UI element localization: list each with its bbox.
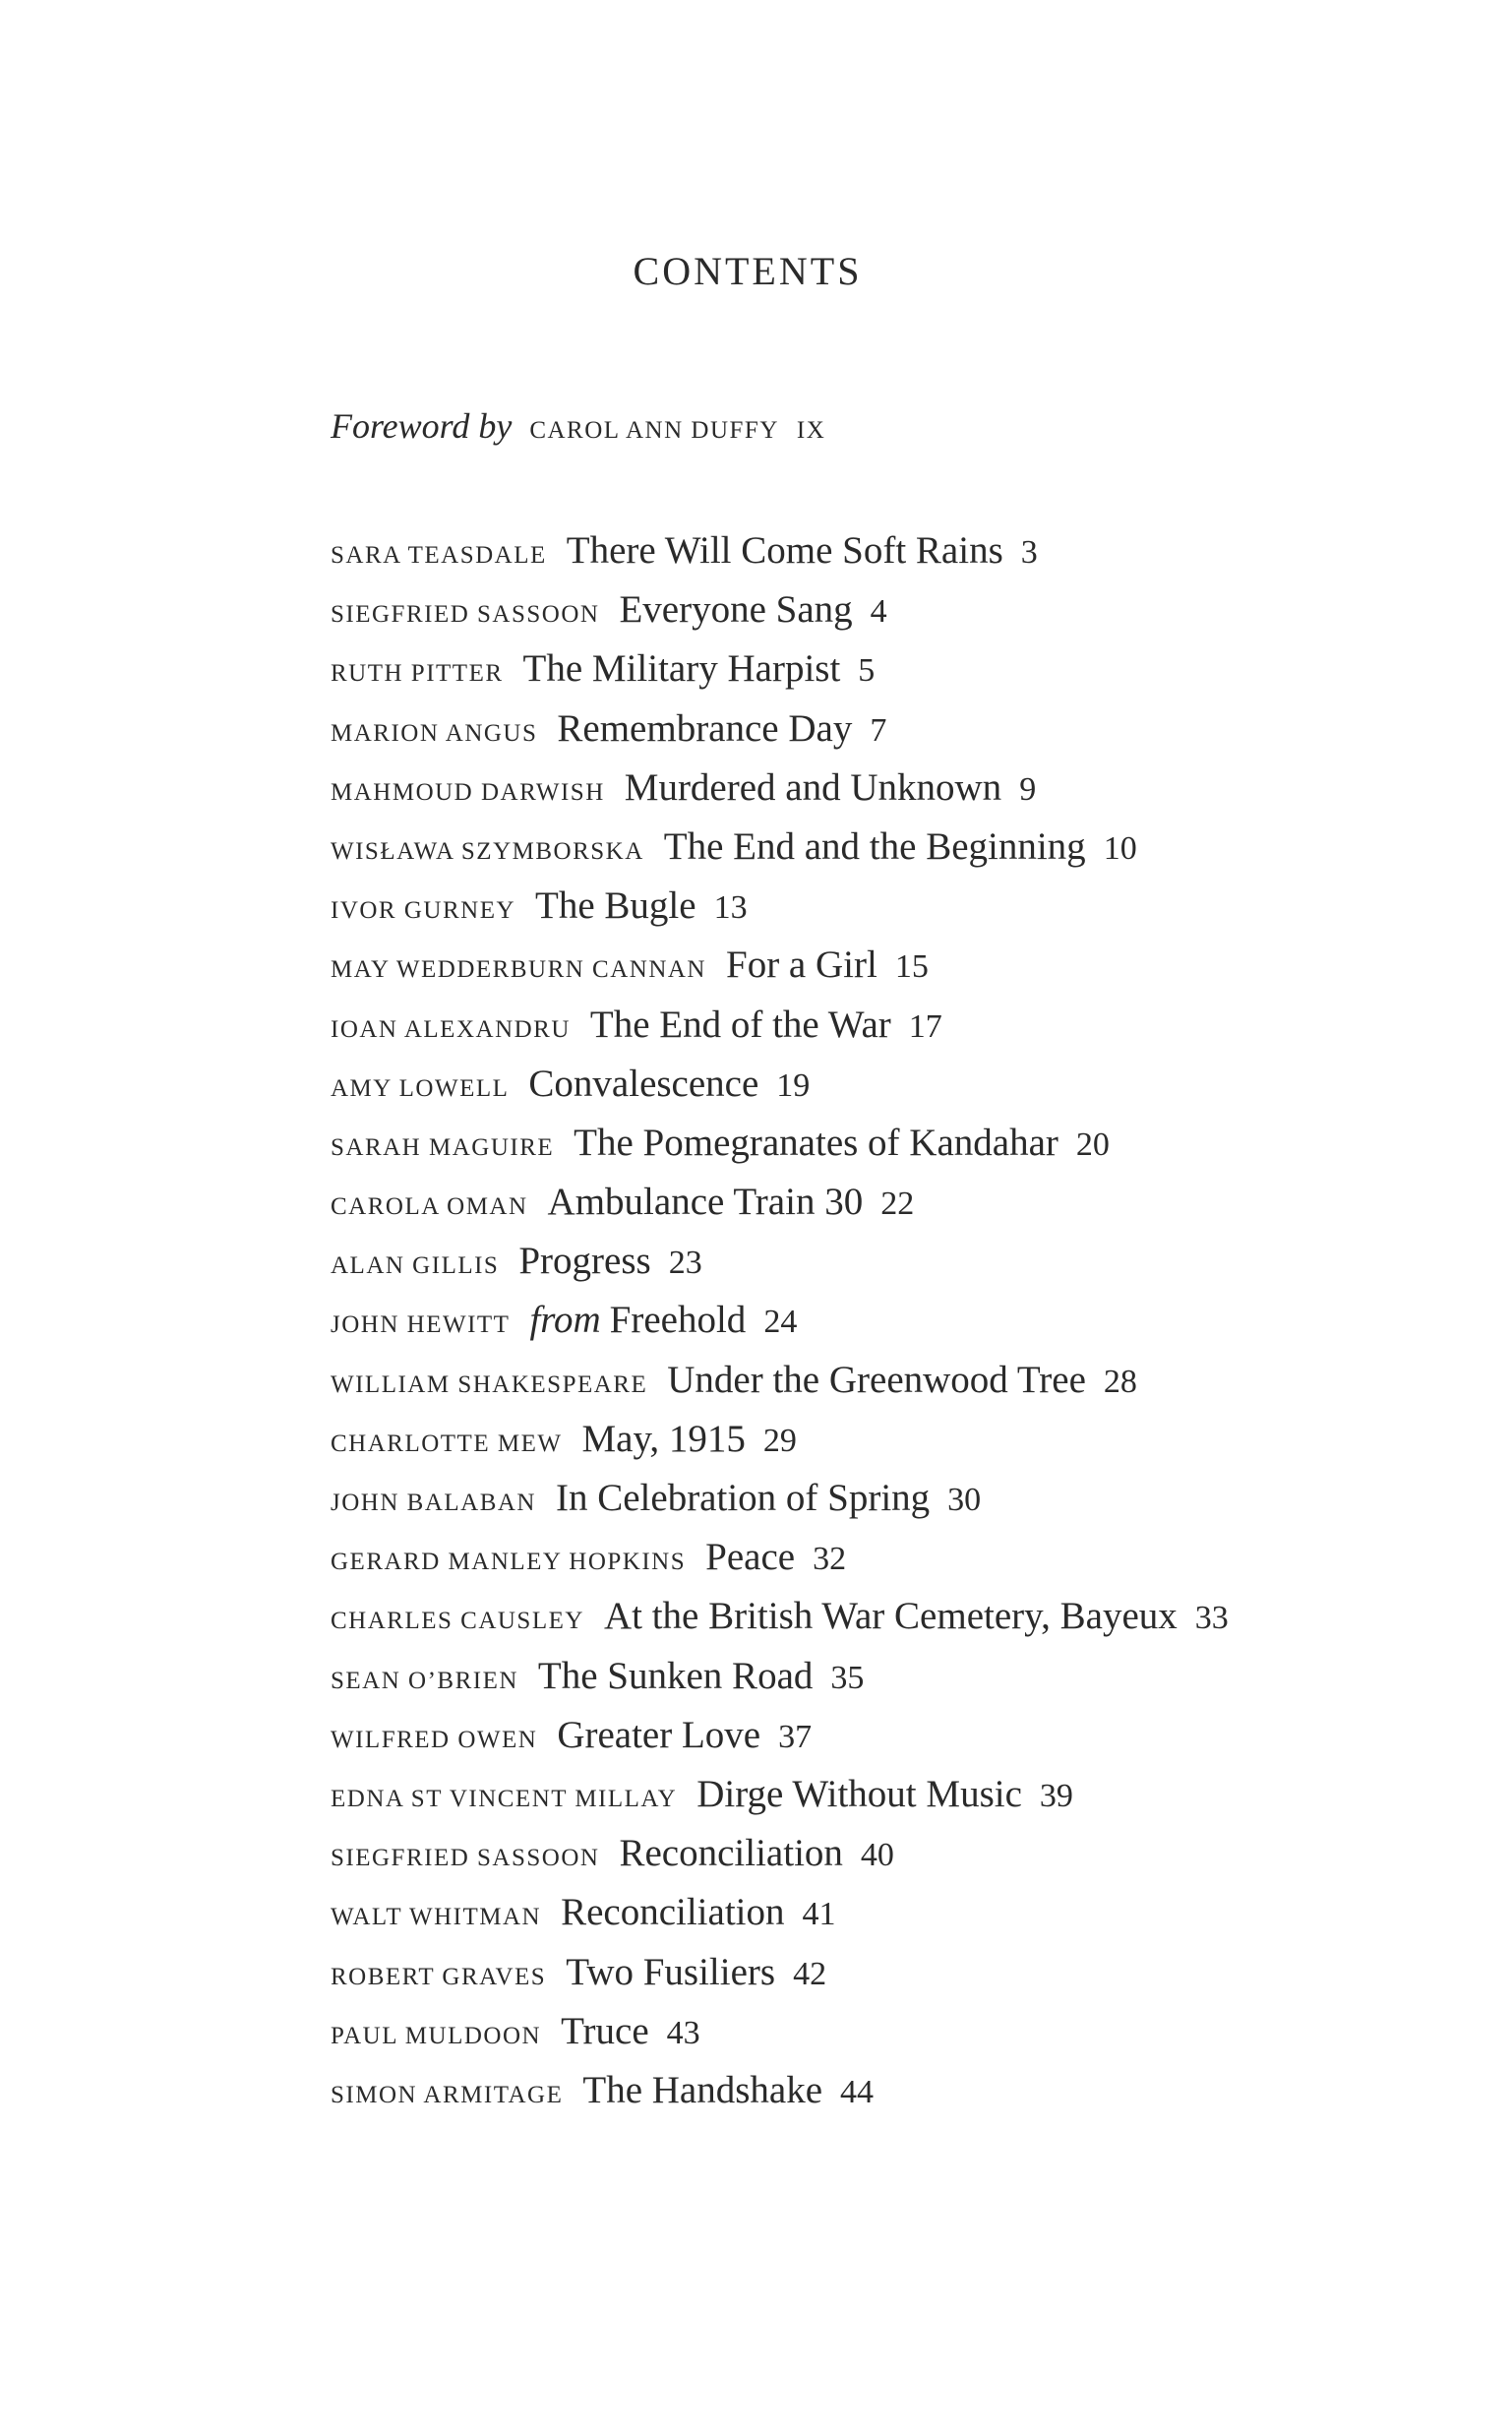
entry-author: RUTH PITTER	[331, 660, 504, 688]
entry-author: IOAN ALEXANDRU	[331, 1015, 571, 1043]
entry-page: 3	[1020, 534, 1038, 571]
entry-author: JOHN BALABAN	[331, 1490, 536, 1516]
contents-entry	[331, 1706, 1229, 1765]
entry-page: 30	[947, 1482, 982, 1518]
contents-entry	[331, 1055, 1229, 1114]
entry-title: Dirge Without Music	[696, 1772, 1022, 1815]
entry-author: WISŁAWA SZYMBORSKA	[331, 837, 644, 865]
entry-title: The End of the War	[589, 1003, 891, 1046]
contents-entry	[331, 1351, 1229, 1410]
page-title: CONTENTS	[633, 249, 863, 293]
entry-title: Convalescence	[528, 1062, 759, 1105]
entry-author: MAY WEDDERBURN CANNAN	[331, 956, 706, 984]
contents-entry	[331, 1528, 1229, 1587]
entry-author: WALT WHITMAN	[331, 1904, 542, 1931]
foreword-author: CAROL ANN DUFFY	[529, 417, 779, 444]
entry-title: May, 1915	[581, 1417, 746, 1460]
entry-title: Progress	[518, 1240, 651, 1283]
entry-author: ROBERT GRAVES	[331, 1963, 547, 1990]
entry-title: Murdered and Unknown	[624, 765, 1002, 809]
contents-entry	[331, 1587, 1229, 1646]
entry-author: SIEGFRIED SASSOON	[331, 1845, 600, 1872]
entry-title: The End and the Beginning	[663, 824, 1086, 868]
contents-entry	[331, 1469, 1229, 1528]
contents-entry	[331, 639, 1229, 699]
entry-title: Ambulance Train 30	[547, 1181, 864, 1224]
entry-author: WILFRED OWEN	[331, 1726, 538, 1753]
contents-entry	[331, 996, 1229, 1055]
entry-author: SIMON ARMITAGE	[331, 2081, 564, 2108]
contents-entry	[331, 1765, 1229, 1824]
entry-author: SARAH MAGUIRE	[331, 1133, 555, 1161]
entry-page: 10	[1103, 829, 1137, 867]
foreword-page: IX	[796, 417, 826, 444]
entry-title: For a Girl	[726, 943, 877, 987]
entry-page: 22	[880, 1186, 915, 1223]
entry-author: PAUL MULDOON	[331, 2022, 542, 2049]
contents-entry	[331, 1410, 1229, 1469]
entry-title: Peace	[705, 1536, 796, 1579]
entry-page: 35	[830, 1659, 865, 1696]
entry-author: MARION ANGUS	[331, 719, 538, 747]
contents-entry	[331, 936, 1229, 995]
entry-author: WILLIAM SHAKESPEARE	[331, 1370, 648, 1398]
contents-entry	[331, 521, 1229, 580]
entry-title: There Will Come Soft Rains	[566, 529, 1003, 572]
entry-page: 23	[668, 1245, 702, 1282]
contents-entry	[331, 2061, 1229, 2120]
entry-author: MAHMOUD DARWISH	[331, 778, 605, 806]
contents-entry	[331, 700, 1229, 759]
entry-page: 42	[793, 1955, 827, 1992]
entry-title: At the British War Cemetery, Bayeux	[603, 1595, 1178, 1638]
entry-page: 9	[1019, 770, 1037, 808]
entry-page: 33	[1194, 1600, 1229, 1637]
entry-page: 17	[908, 1007, 942, 1045]
entry-title: The Military Harpist	[522, 647, 841, 691]
entry-author: SARA TEASDALE	[331, 542, 547, 569]
contents-entry	[331, 1824, 1229, 1883]
entry-page: 7	[870, 711, 887, 749]
entry-title: Two Fusiliers	[566, 1950, 776, 1993]
entry-page: 40	[860, 1837, 894, 1874]
foreword-label: Foreword by	[331, 406, 513, 446]
entry-author: ALAN GILLIS	[331, 1252, 500, 1280]
contents-entry	[331, 1883, 1229, 1942]
contents-entry	[331, 1647, 1229, 1706]
entry-title: Everyone Sang	[619, 588, 853, 632]
entry-title: The Bugle	[535, 884, 696, 928]
entry-page: 19	[776, 1066, 811, 1104]
entry-title: Truce	[561, 2009, 649, 2052]
entry-page: 44	[840, 2073, 875, 2110]
contents-entry	[331, 580, 1229, 639]
entry-page: 5	[858, 652, 876, 690]
entry-page: 43	[666, 2014, 700, 2051]
contents-entry	[331, 1943, 1229, 2002]
entry-author: AMY LOWELL	[331, 1074, 510, 1102]
entry-title: Reconciliation	[561, 1891, 785, 1934]
entry-author: CAROLA OMAN	[331, 1193, 528, 1221]
foreword-entry	[331, 405, 825, 447]
entry-page: 29	[762, 1422, 797, 1459]
contents-entry	[331, 818, 1229, 877]
entry-page: 24	[763, 1304, 798, 1341]
entry-title: Under the Greenwood Tree	[667, 1358, 1086, 1401]
entry-page: 4	[870, 593, 887, 631]
entry-title: The Handshake	[582, 2068, 823, 2111]
contents-entry	[331, 877, 1229, 936]
entry-author: SIEGFRIED SASSOON	[331, 601, 600, 629]
entry-page: 13	[713, 889, 748, 927]
entry-title: Reconciliation	[619, 1832, 843, 1875]
entry-author: JOHN HEWITT	[331, 1311, 511, 1339]
entry-author: CHARLOTTE MEW	[331, 1430, 563, 1457]
entry-page: 41	[802, 1896, 836, 1933]
entry-author: SEAN O’BRIEN	[331, 1667, 518, 1694]
entry-author: IVOR GURNEY	[331, 897, 516, 925]
entry-page: 28	[1103, 1363, 1137, 1400]
entry-title: The Sunken Road	[537, 1654, 814, 1697]
contents-entry	[331, 2002, 1229, 2061]
entry-title: In Celebration of Spring	[555, 1477, 931, 1519]
entry-page: 39	[1039, 1777, 1073, 1814]
contents-entry	[331, 1114, 1229, 1173]
entry-author: GERARD MANLEY HOPKINS	[331, 1549, 687, 1576]
contents-entry	[331, 1291, 1229, 1350]
entry-author: EDNA ST VINCENT MILLAY	[331, 1785, 678, 1812]
entry-prefix: from	[529, 1299, 601, 1342]
entry-title: Freehold	[609, 1299, 747, 1342]
entry-title: Remembrance Day	[557, 706, 853, 750]
entry-page: 37	[778, 1718, 813, 1755]
entry-page: 20	[1075, 1126, 1110, 1163]
entry-author: CHARLES CAUSLEY	[331, 1608, 584, 1635]
entry-page: 32	[813, 1541, 847, 1578]
entry-title: Greater Love	[557, 1713, 761, 1756]
contents-entry	[331, 1232, 1229, 1291]
entry-title: The Pomegranates of Kandahar	[574, 1121, 1058, 1164]
contents-list	[331, 521, 1229, 2120]
contents-entry	[331, 759, 1229, 818]
entry-page: 15	[894, 948, 929, 986]
contents-entry	[331, 1173, 1229, 1232]
